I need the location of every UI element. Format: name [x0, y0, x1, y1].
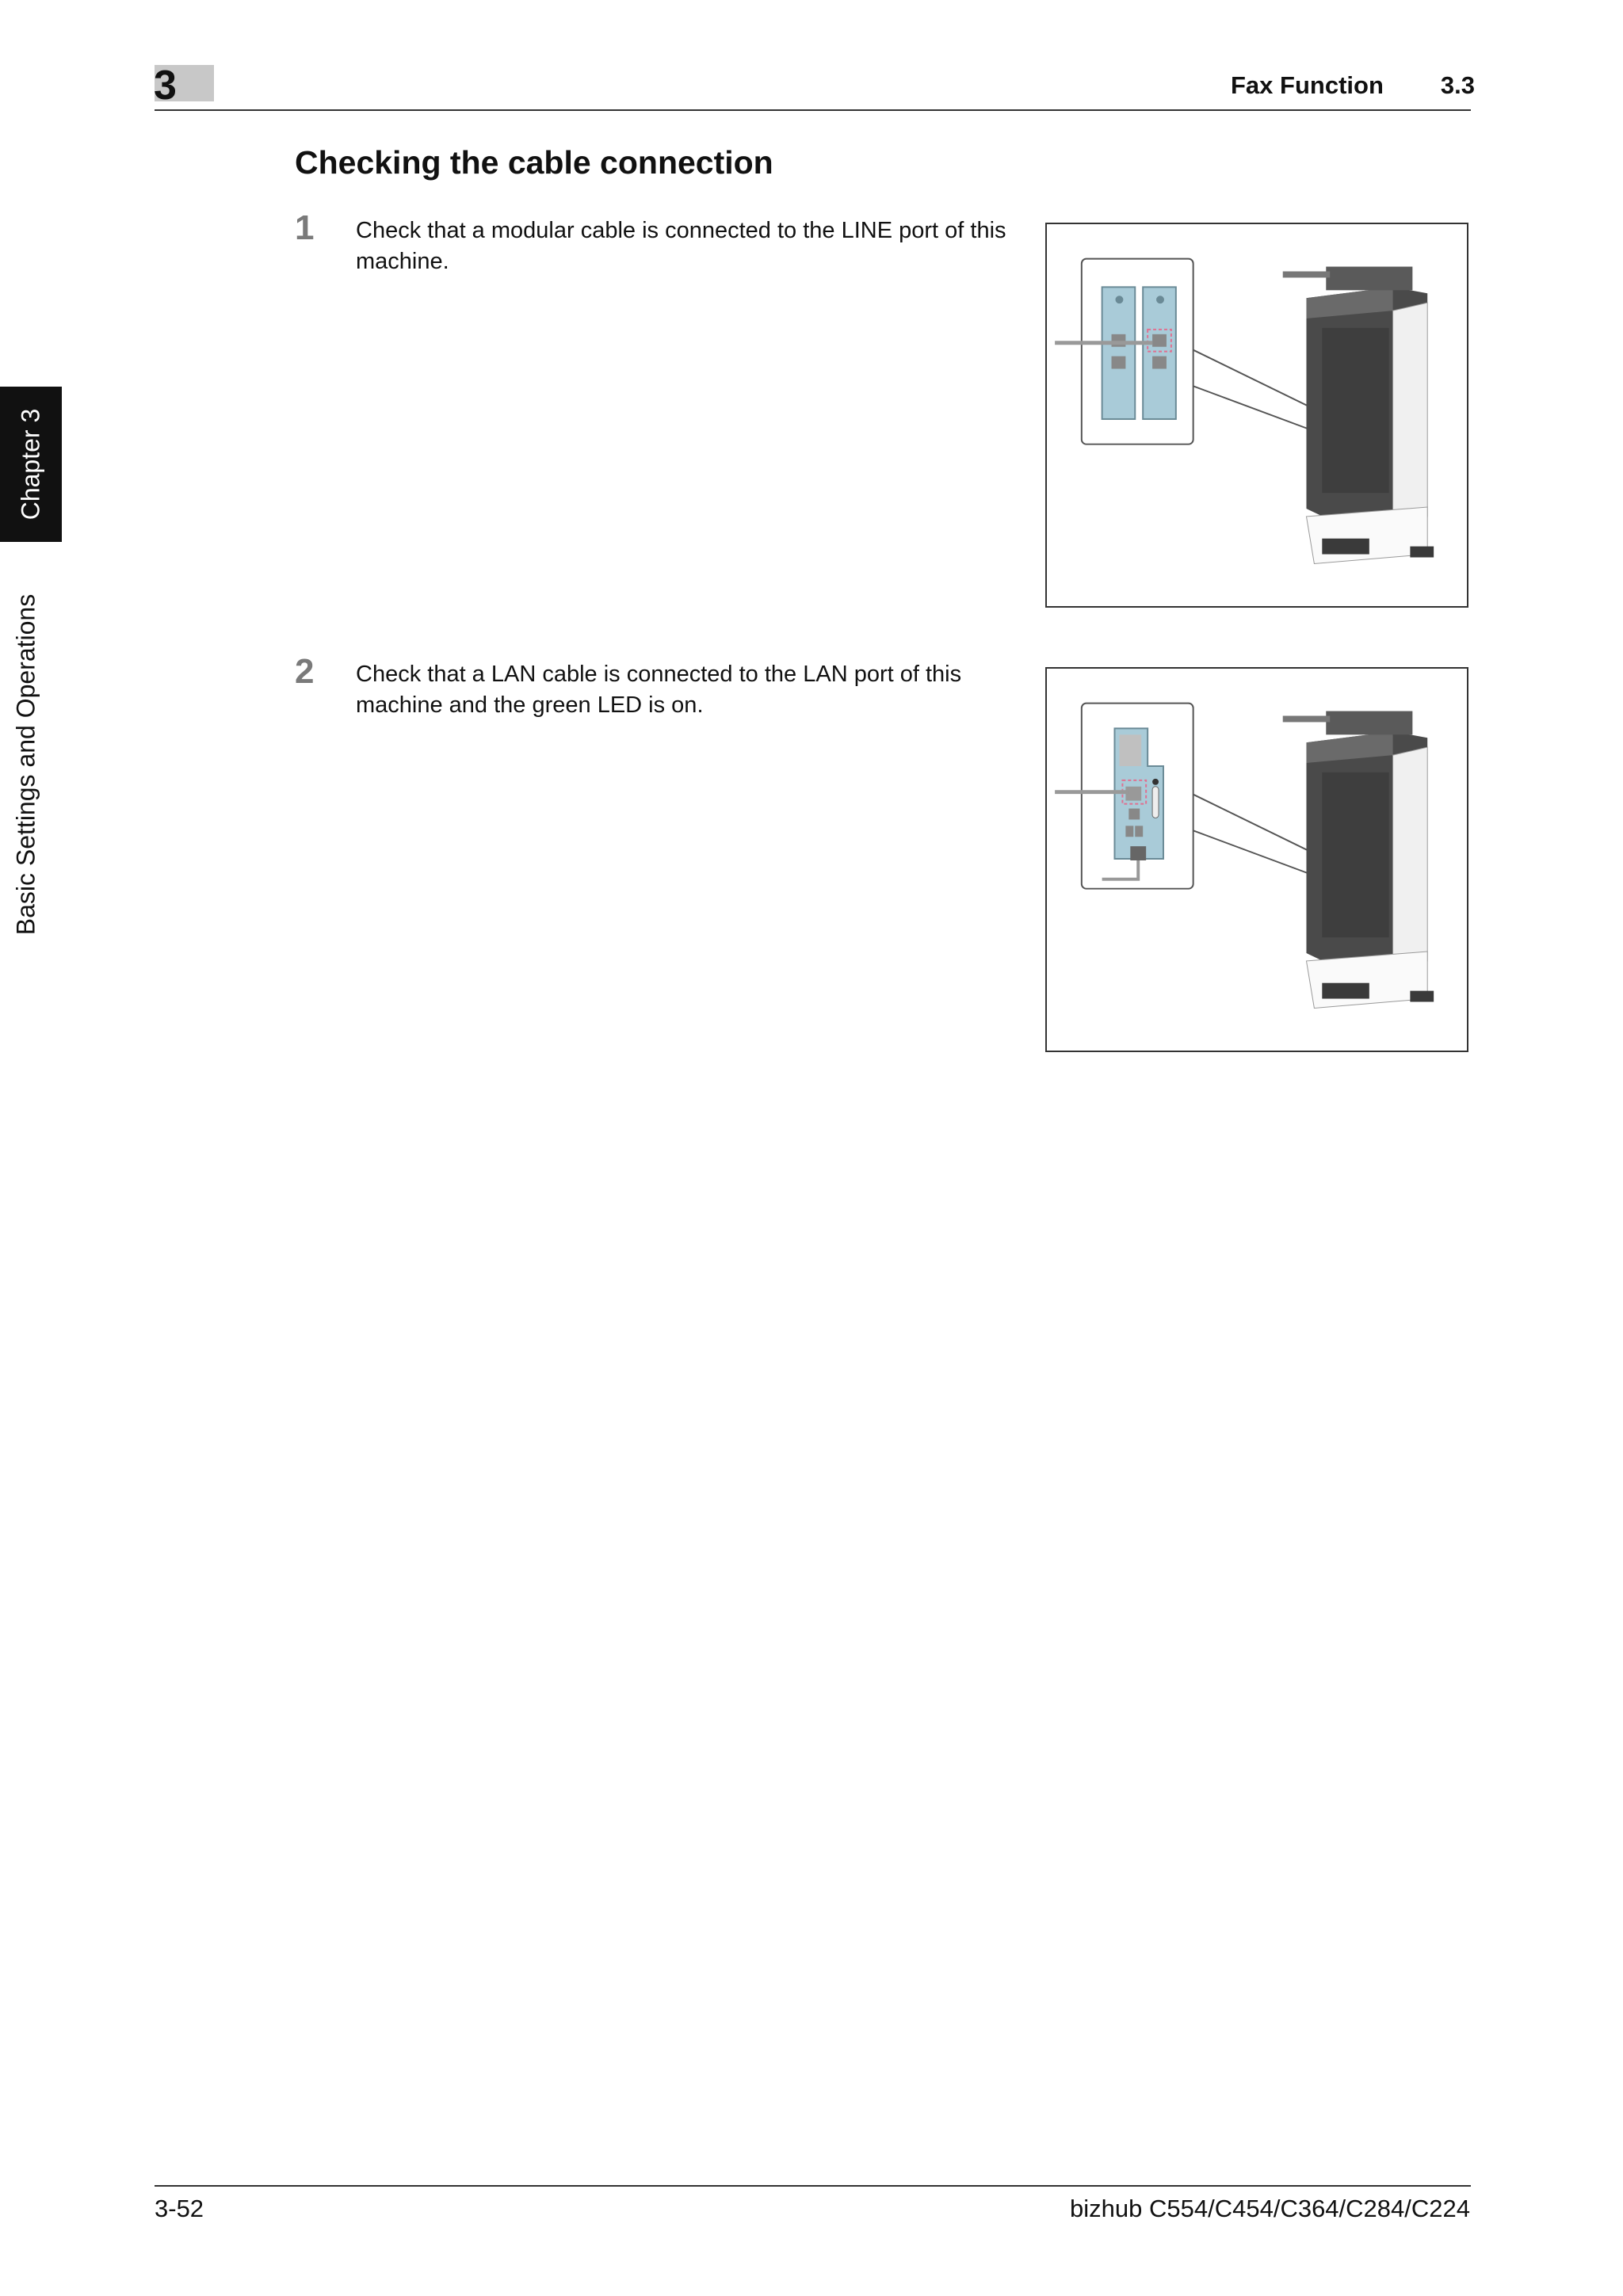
step-2-number: 2 [295, 652, 315, 691]
step-2-text: Check that a LAN cable is connected to the LAN port of this machine and the green LED is on. [356, 662, 962, 718]
page-number: 3-52 [155, 2195, 204, 2222]
printer-lan-port-icon [1047, 669, 1467, 1051]
step-1-text: Check that a modular cable is connected to the LINE port of this machine. [356, 218, 1006, 274]
printer-line-port-icon [1047, 224, 1467, 606]
footer-divider [155, 2185, 1471, 2187]
chapter-number: 3 [154, 63, 177, 109]
product-model: bizhub C554/C454/C364/C284/C224 [1070, 2195, 1470, 2222]
header-section-number: 3.3 [1440, 71, 1475, 99]
page-title: Checking the cable connection [295, 144, 773, 181]
step-1-number: 1 [295, 208, 315, 247]
header-divider [155, 109, 1471, 111]
printer-lan-port-illustration [1045, 667, 1468, 1052]
running-header [1231, 71, 1475, 100]
side-section-label: Basic Settings and Operations [11, 593, 40, 936]
header-title: Fax Function [1231, 71, 1384, 99]
printer-line-port-illustration [1045, 223, 1468, 608]
side-chapter-label: Chapter 3 [16, 408, 45, 521]
